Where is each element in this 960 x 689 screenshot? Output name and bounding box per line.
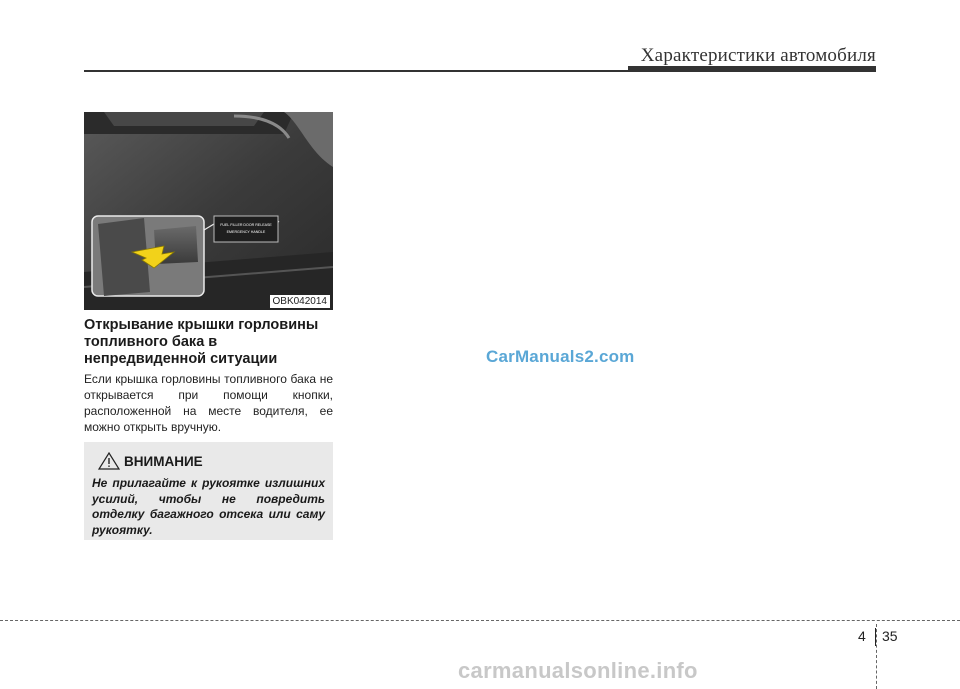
tag-line-1: FUEL FILLER DOOR RELEASE bbox=[220, 223, 272, 227]
warning-header bbox=[98, 452, 203, 470]
warning-text: Не прилагайте к рукоятке излишних усилий, чтобы не повредить отделку багажного отсека или саму рукоятку. bbox=[92, 476, 325, 537]
figure-code: OBK042014 bbox=[270, 295, 331, 308]
section-body: Если крышка горловины топливного бака не открывается при помощи кнопки, расположенной на месте водителя, ее можно открыть вручную. bbox=[84, 372, 333, 434]
trunk-photo bbox=[84, 112, 333, 310]
footer-watermark[interactable]: carmanualsonline.info bbox=[458, 658, 698, 683]
tag-line-2: EMERGENCY HANDLE bbox=[226, 230, 266, 234]
page-header-title: Характеристики автомобиля bbox=[640, 45, 876, 66]
warning-box bbox=[84, 442, 333, 540]
warning-title: ВНИМАНИЕ bbox=[124, 453, 203, 469]
trunk-photo-illustration bbox=[84, 112, 333, 310]
page-number-divider bbox=[875, 628, 876, 646]
page-number: 35 bbox=[882, 628, 898, 644]
footer-dashed-line bbox=[0, 620, 960, 621]
header-rule-thick bbox=[628, 66, 876, 72]
section-heading: Открывание крышки горловины топливного бака в непредвиденной ситуации bbox=[84, 317, 319, 367]
footer-dashed-vertical bbox=[876, 624, 877, 689]
site-watermark[interactable]: CarManuals2.com bbox=[486, 347, 635, 366]
warning-triangle-icon bbox=[98, 452, 120, 470]
page-chapter: 4 bbox=[858, 628, 866, 644]
